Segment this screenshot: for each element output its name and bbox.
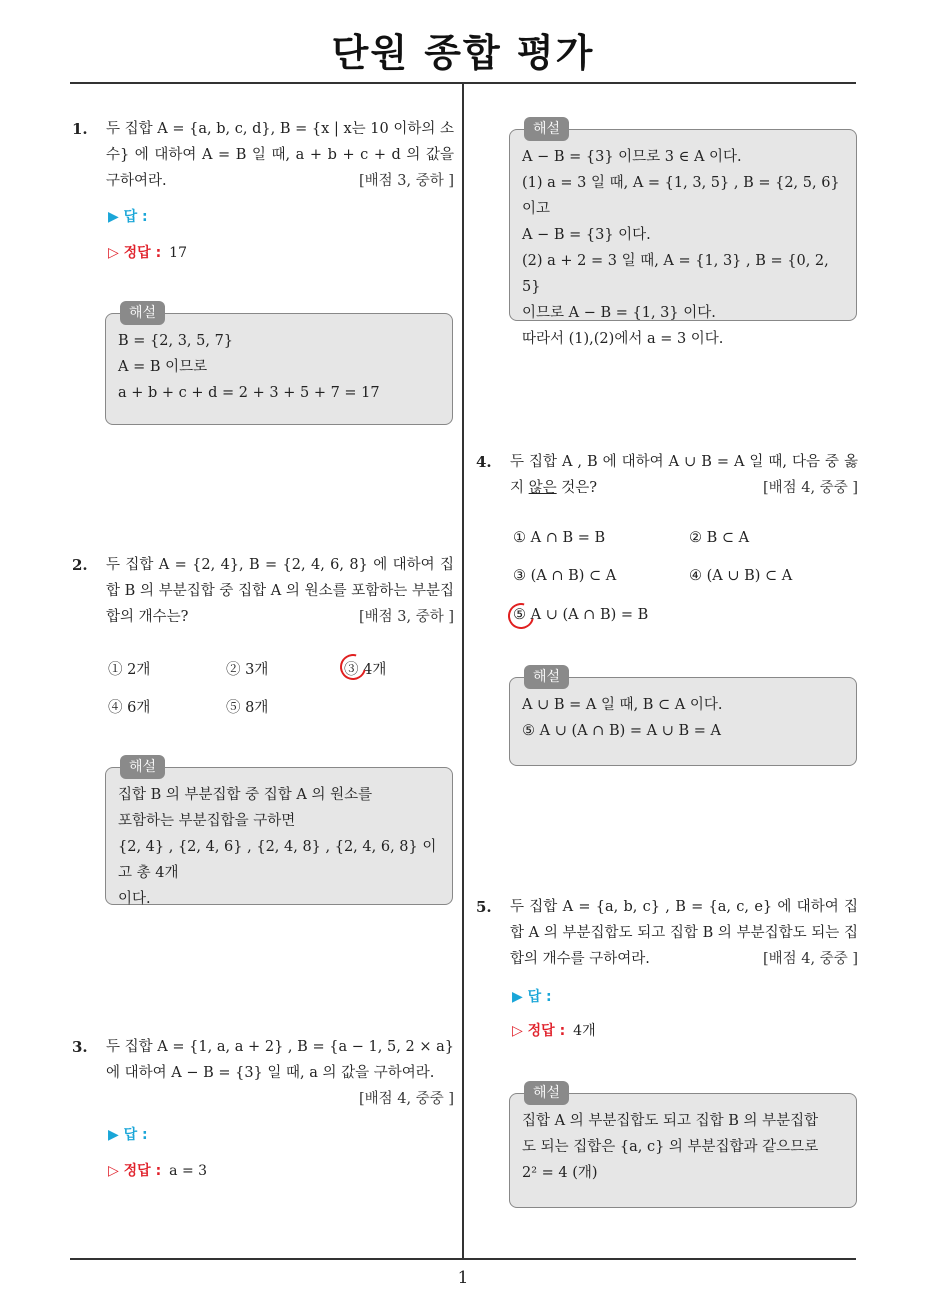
explanation-line: 이므로 A − B = {1, 3} 이다. — [522, 305, 716, 321]
question-number: 1. — [72, 120, 88, 138]
explanation-line: A − B = {3} 이다. — [522, 227, 651, 243]
question-text: 두 집합 A = {a, b, c, d}, B = {x | x는 10 이하의 소수} 에 대하여 A = B 일 때, a + b + c + d 의 값을 구하여라. — [106, 121, 454, 189]
correct-value: 4개 — [573, 1023, 596, 1039]
correct-value: a = 3 — [169, 1163, 208, 1179]
answer-label: ▶ 답 : — [108, 1127, 148, 1143]
explanation-line: A − B = {3} 이므로 3 ∈ A 이다. — [522, 149, 742, 165]
page-title: 단원 종합 평가 — [331, 31, 595, 75]
explanation-line: (1) a = 3 일 때, A = {1, 3, 5} , B = {2, 5, 6} 이고 — [522, 175, 840, 217]
question-score: [배점 3, 중하 ] — [358, 609, 454, 625]
correct-label: ▷ 정답 : — [108, 1163, 162, 1179]
choice-3[interactable]: ③ (A ∩ B) ⊂ A — [513, 568, 617, 584]
selected-circle-mark — [503, 598, 539, 634]
choice-3[interactable]: ③ 4개 — [344, 662, 387, 678]
explanation-line: a + b + c + d = 2 + 3 + 5 + 7 = 17 — [118, 385, 380, 401]
question-1 — [72, 116, 454, 194]
question-3 — [72, 1034, 454, 1112]
question-underlined-word: 않은 — [528, 480, 557, 496]
explanation-line: 이다. — [118, 891, 151, 907]
bottom-divider — [70, 1258, 856, 1260]
correct-answer — [108, 242, 187, 262]
explanation-line: A ∪ B = A 일 때, B ⊂ A 이다. — [522, 697, 723, 713]
answer-label: ▶ 답 : — [512, 989, 552, 1005]
question-2 — [72, 552, 454, 630]
question-score: [배점 4, 중중 ] — [358, 1091, 454, 1107]
answer-label: ▶ 답 : — [108, 209, 148, 225]
explanation-tag: 해설 — [524, 117, 569, 141]
explanation-line: 집합 B 의 부분집합 중 집합 A 의 원소를 — [118, 787, 373, 803]
explanation-box — [509, 1085, 857, 1208]
explanation-line: {2, 4} , {2, 4, 6} , {2, 4, 8} , {2, 4, 6, 8} 이고 총 4개 — [118, 839, 437, 881]
explanation-tag: 해설 — [524, 665, 569, 689]
choice-1[interactable]: ① 2개 — [108, 662, 151, 678]
column-divider — [462, 83, 464, 1259]
question-5 — [476, 894, 858, 972]
explanation-tag: 해설 — [120, 301, 165, 325]
explanation-line: 2² = 4 (개) — [522, 1165, 598, 1181]
question-4 — [476, 449, 858, 501]
correct-value: 17 — [169, 245, 187, 261]
explanation-line: (2) a + 2 = 3 일 때, A = {1, 3} , B = {0, 2, 5} — [522, 253, 829, 295]
explanation-box — [105, 305, 453, 425]
correct-answer — [512, 1020, 596, 1040]
choice-2[interactable]: ② B ⊂ A — [689, 530, 750, 546]
question-text: 두 집합 A = {a, b, c} , B = {a, c, e} 에 대하여 집합 A 의 부분집합도 되고 집합 B 의 부분집합도 되는 집합의 개수를 구하여라. — [510, 899, 858, 967]
correct-label: ▷ 정답 : — [512, 1023, 566, 1039]
question-text-part: 것은? — [556, 480, 598, 496]
explanation-line: 포함하는 부분집합을 구하면 — [118, 813, 296, 829]
correct-label: ▷ 정답 : — [108, 245, 162, 261]
explanation-line: B = {2, 3, 5, 7} — [118, 333, 234, 349]
question-score: [배점 3, 중하 ] — [358, 173, 454, 189]
choice-2[interactable]: ② 3개 — [226, 662, 269, 678]
question-number: 2. — [72, 556, 88, 574]
explanation-tag: 해설 — [524, 1081, 569, 1105]
explanation-line: ⑤ A ∪ (A ∩ B) = A ∪ B = A — [522, 723, 721, 739]
correct-answer — [108, 1160, 207, 1180]
question-number: 5. — [476, 898, 492, 916]
question-score: [배점 4, 중중 ] — [762, 480, 858, 496]
explanation-box — [509, 669, 857, 766]
choice-4[interactable]: ④ 6개 — [108, 700, 151, 716]
choice-1[interactable]: ① A ∩ B = B — [513, 530, 606, 546]
explanation-line: A = B 이므로 — [118, 359, 208, 375]
explanation-box — [105, 759, 453, 907]
question-text: 두 집합 A = {1, a, a + 2} , B = {a − 1, 5, 2 × a} 에 대하여 A − B = {3} 일 때, a 의 값을 구하여라. — [106, 1039, 454, 1081]
explanation-tag: 해설 — [120, 755, 165, 779]
question-score: [배점 4, 중중 ] — [762, 951, 858, 967]
choice-5[interactable]: ⑤ A ∪ (A ∩ B) = B — [513, 607, 649, 623]
explanation-box — [509, 121, 857, 347]
question-text-part: 두 집합 A , B 에 대하여 A ∪ B = A 일 때, 다음 중 옳지 — [510, 454, 858, 496]
choice-5[interactable]: ⑤ 8개 — [226, 700, 269, 716]
question-text: 두 집합 A = {2, 4}, B = {2, 4, 6, 8} 에 대하여 집합 B 의 부분집합 중 집합 A 의 원소를 포함하는 부분집합의 개수는? — [106, 557, 454, 625]
selected-circle-mark — [335, 649, 371, 685]
page-number: 1 — [457, 1268, 469, 1288]
explanation-line: 집합 A 의 부분집합도 되고 집합 B 의 부분집합 — [522, 1113, 819, 1129]
explanation-line: 따라서 (1),(2)에서 a = 3 이다. — [522, 331, 724, 347]
question-number: 4. — [476, 453, 492, 471]
explanation-line: 도 되는 집합은 {a, c} 의 부분집합과 같으므로 — [522, 1139, 819, 1155]
choice-4[interactable]: ④ (A ∪ B) ⊂ A — [689, 568, 793, 584]
question-number: 3. — [72, 1038, 88, 1056]
